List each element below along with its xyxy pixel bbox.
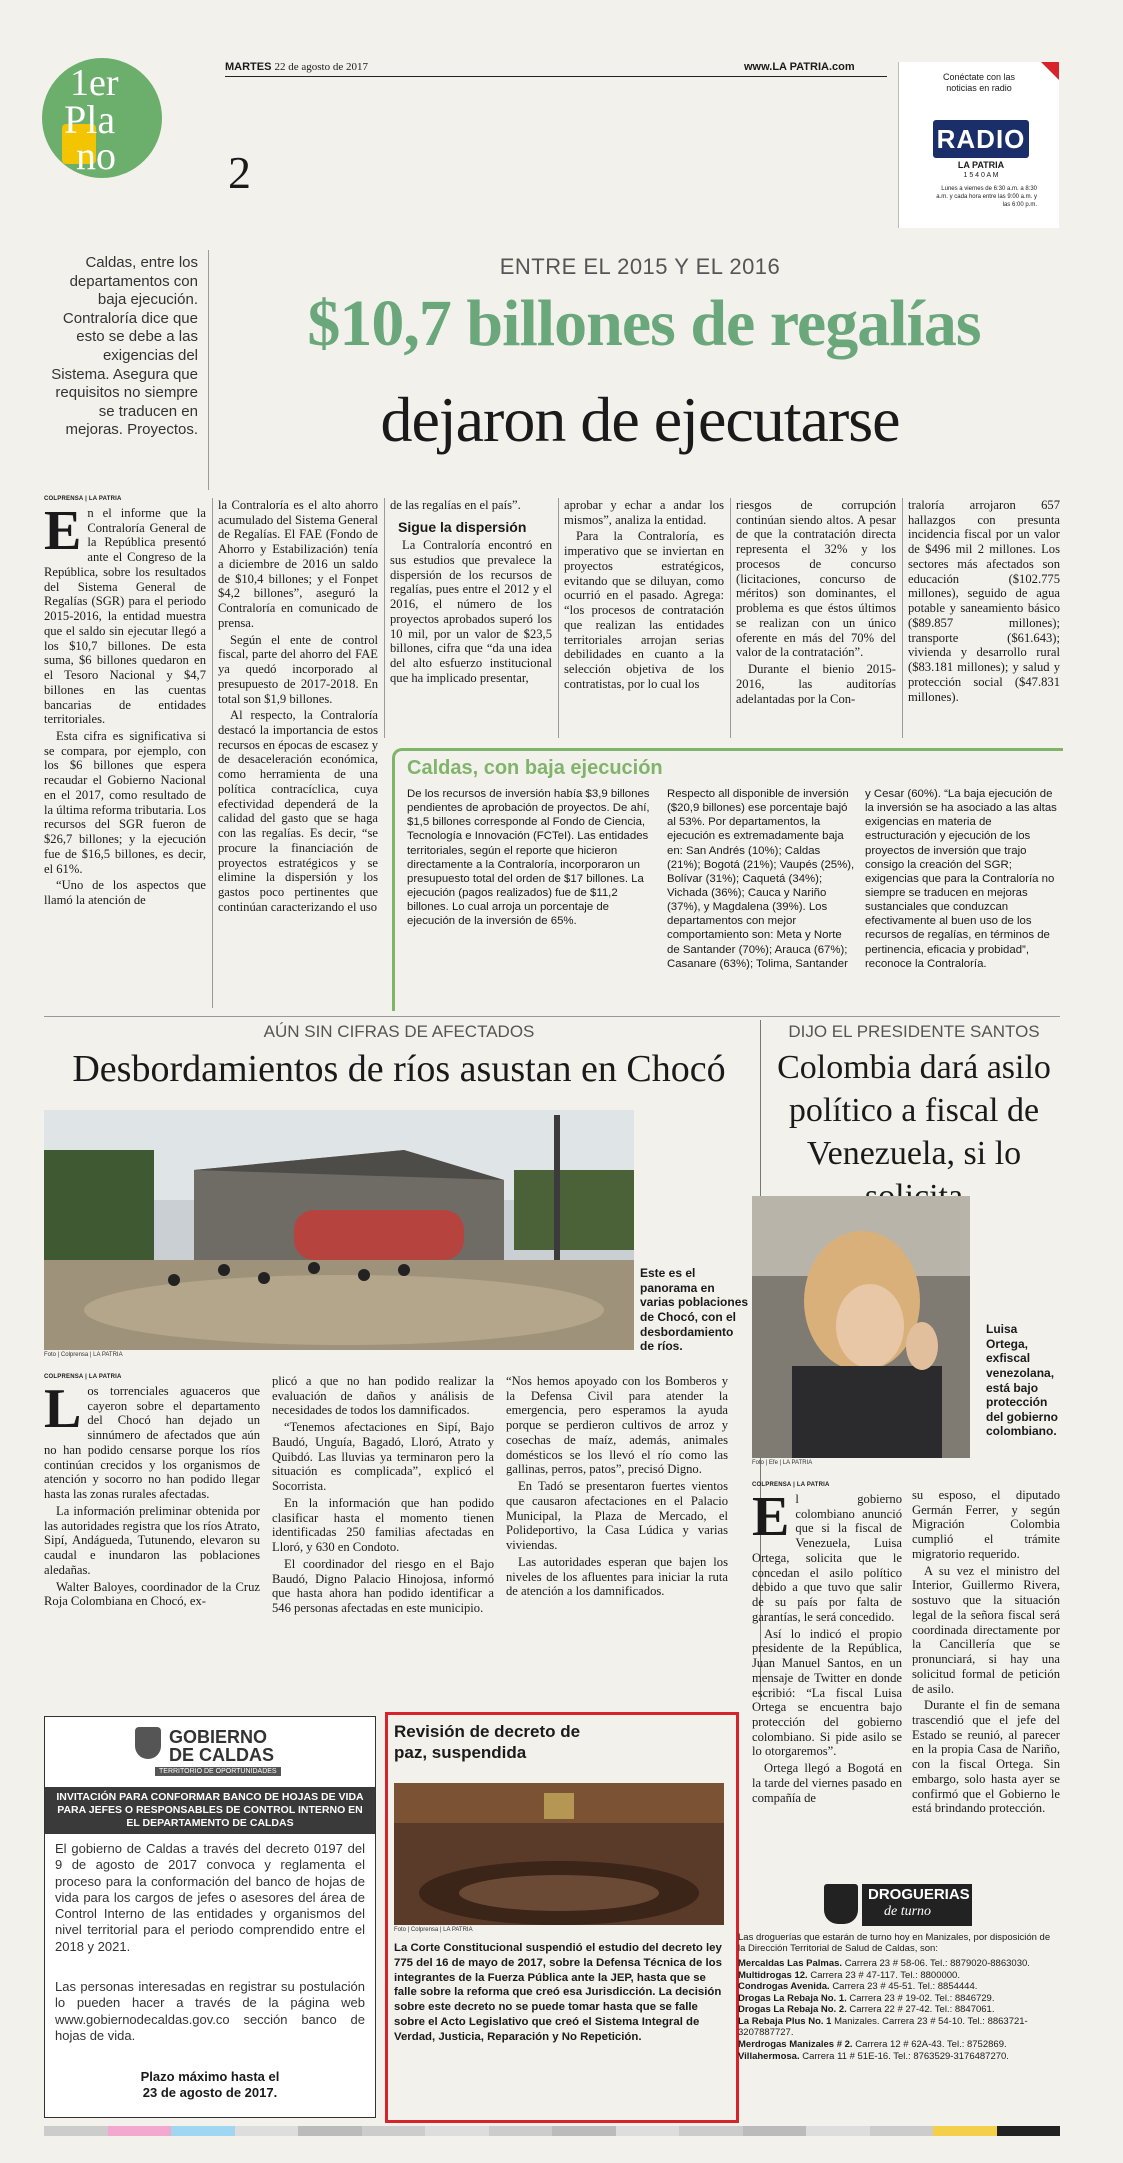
list-item: Drogas La Rebaja No. 1. Carrera 23 # 19-02. Tel.: 8846729. (738, 1992, 995, 2004)
venezuela-byline: COLPRENSA | LA PATRIA (752, 1482, 830, 1488)
choco-dropcap: L (44, 1378, 82, 1440)
lead-col4-p2: Para la Contraloría, es imperativo que se inviertan en proyectos estratégicos, evitando que se diluyan, como ocurrió en el pasado. Agrega: “los procesos de contratación que realizan las entidades territoriales arrojan serias debilidades en cuanto a la selección objetiva de los contratistas, por lo cual los (564, 529, 724, 691)
masthead-date (225, 61, 368, 73)
col-divider (730, 498, 731, 738)
choco-col1-p1: os torrenciales aguaceros que cayeron sobre el departamento del Chocó han dejado un sinnúmero de afectados que aún no han podido censarse porque los ríos continúan crecidos y los organismos de atención y socorro no han podido llegar hasta las zonas rurales afectadas. (44, 1384, 260, 1502)
gobierno-brand-line-1: GOBIERNO (169, 1727, 268, 1747)
venezuela-col-1 (752, 1486, 902, 1807)
lead-col3-subhead: Sigue la dispersión (398, 518, 527, 535)
venezuela-dropcap: E (752, 1486, 790, 1548)
choco-headline: Desbordamientos de ríos asustan en Chocó (72, 1048, 726, 1090)
radio-ad[interactable] (898, 62, 1059, 228)
radio-ad-tagline: Conéctate con las noticias en radio (942, 72, 1016, 93)
lead-summary-divider (208, 250, 209, 490)
masthead-rule (225, 76, 887, 77)
caldas-box-title: Caldas, con baja ejecución (407, 757, 663, 779)
venezuela-col1-p2: Así lo indicó el propio presidente de la República, Juan Manuel Santos, en un mensaje de Twitter en donde escribió: “La fiscal Luisa Ortega se encuentra bajo protección del gobierno colombiano. Si pide asilo se lo otorgaremos”. (752, 1626, 902, 1759)
lead-col1-p3: “Uno de los aspectos que llamó la atención de (44, 878, 206, 908)
lead-col3-intro: de las regalías en el país”. (390, 498, 521, 512)
droguerias-title-1: DROGUERIAS (868, 1886, 970, 1903)
masthead-website[interactable]: www.LA PATRIA.com (744, 61, 855, 73)
lead-col1-p1: n el informe que la Contraloría General de la República presentó ante el Congreso de la República, sobre los resultados del Sistema General de Regalías (SGR) para el periodo 2015-2016, la entidad muestra que el saldo sin ejecutar llegó a los $10,7 billones. De esta suma, $6 billones quedaron en el Tesoro Nacional y $4,7 billones en las cuentas bancarias de entidades territoriales. (44, 506, 206, 727)
col-divider (212, 498, 213, 1008)
lead-col1-p2: Esta cifra es significativa si se compara, por ejemplo, con los $6 billones que espera recaudar el Gobierno Nacional en el 2017, como resultado de la última reforma tributaria. Los recursos del SGR fueron de $26,7 billones; y la ejecución fue de $16,5 billones, es decir, el 61%. (44, 729, 206, 876)
lead-dropcap: E (44, 500, 82, 562)
lead-col-2 (218, 498, 378, 917)
lead-col-5 (736, 498, 896, 708)
choco-col3-p2: En Tadó se presentaron fuertes vientos que causaron afectaciones en el Palacio Municipal, la Plaza de Mercado, el Polideportivo, la Casa Lúdica y varias viviendas. (506, 1479, 728, 1553)
radio-ad-schedule: Lunes a viernes de 6:30 a.m. a 8:30 a.m. y cada hora entre las 9:00 a.m. y las 6:00 p.m. (936, 186, 1037, 208)
radio-ad-corner (1041, 62, 1059, 80)
lead-col2-p1: la Contraloría es el alto ahorro acumulado del Sistema General de Regalías. El FAE (Fondo de Ahorro y Estabilización) tenía a diciembre de 2016 un saldo de $10,4 billones; y el Fonpet $4,2 billones”, aseguró la Contraloría en comunicado de prensa. (218, 498, 378, 630)
lead-summary: Caldas, entre los departamentos con baja ejecución. Contraloría dice que esto se debe a las exigencias del Sistema. Asegura que requisitos no siempre se traducen en mejoras. Proyectos. (51, 254, 198, 439)
gobierno-body-1: El gobierno de Caldas a través del decreto 0197 del 9 de agosto de 2017 convoca y reglamenta el proceso para la conformación del banco de hojas de vida para los cargos de jefes o asesores del área de Control Interno de las entidades y organismos del nivel territorial para el periodo comprendido entre el 2018 y 2021. (55, 1841, 365, 1954)
choco-col2-p1: plicó a que no han podido realizar la evaluación de daños y análisis de necesidades de todos los damnificados. (272, 1374, 494, 1418)
venezuela-col-2 (912, 1488, 1060, 1818)
print-color-bar (44, 2126, 1060, 2136)
lead-col3-p1: La Contraloría encontró en sus estudios que prevalece la dispersión de los recursos de regalías, pues entre el 2012 y el 2016, el número de los proyectos aprobados superó los 10 mil, por un valor de $23,5 billones, cifra que “da una idea del alto esfuerzo institucional que ha implicado presentar, (390, 538, 552, 685)
choco-col2-p2: “Tenemos afectaciones en Sipí, Bajo Baudó, Unguía, Bagadó, Lloró, Atrato y Quibdó. Las lluvias ya terminaron pero la situación es complicada”, explicó el Socorrista. (272, 1420, 494, 1494)
section-badge-line-1: 1er (70, 62, 119, 104)
lead-col5-p2: Durante el bienio 2015-2016, las auditorías adelantadas por la Con- (736, 662, 896, 706)
lead-col2-p2: Según el ente de control fiscal, parte del ahorro del FAE ya quedó incorporado al presupuesto de 2017-2018. En total son $1,9 billones. (218, 632, 378, 706)
list-item: La Rebaja Plus No. 1 Manizales. Carrera 23 # 54-10. Tel.: 8863721-3207887727. (738, 2015, 1028, 2039)
droguerias-intro: Las droguerías que estarán de turno hoy en Manizales, por disposición de la Dirección Territorial de Salud de Caldas, son: (738, 1932, 1051, 1955)
crest-icon (135, 1727, 161, 1759)
choco-photo-caption: Este es el panorama en varias poblaciones de Chocó, con el desbordamiento de ríos. (640, 1266, 749, 1354)
lead-col6-p1: traloría arrojaron 657 hallazgos con presunta incidencia fiscal por un valor de $496 mil 2 millones. Los sectores más afectados son educación ($102.775 millones), seguido de agua potable y saneamiento básico ($89.857 millones); transporte ($61.643); vivienda y desarrollo rural ($83.181 millones); y salud y protección social ($47.831 millones). (908, 498, 1060, 704)
col-divider (558, 498, 559, 738)
lead-col-1 (44, 500, 206, 910)
venezuela-col2-p3: Durante el fin de semana trascendió que el jefe del Estado se reunió, al parecer en la propia Casa de Nariño, con la fiscal Ortega. Sin embargo, solo hasta ayer se confirmó que el Gobierno le está brindando protección. (912, 1698, 1060, 1816)
col-divider (902, 498, 903, 738)
gobierno-deadline-2: 23 de agosto de 2017. (142, 2085, 278, 2100)
lead-col-3 (390, 498, 552, 687)
list-item: Condrogas Avenida. Carrera 23 # 45-51. Tel.: 8854444. (738, 1981, 978, 1993)
choco-col-2 (272, 1374, 494, 1618)
court-photo (394, 1783, 724, 1925)
list-item: Villahermosa. Carrera 11 # 51E-16. Tel.: 8763529-3176487270. (738, 2050, 1009, 2062)
droguerias-list (738, 1958, 1060, 2062)
gobierno-brand-line-2: DE CALDAS (169, 1745, 275, 1765)
radio-logo-text: RADIO (936, 124, 1026, 154)
list-item: Mercaldas Las Palmas. Carrera 23 # 58-06. Tel.: 8879020-8863030. (738, 1958, 1030, 1969)
decreto-photo (394, 1783, 724, 1925)
caldas-box-col-2: Respecto all disponible de inversión ($20,9 billones) ese porcentaje bajó al 53%. Por departamentos, la ejecución es extremadamente baja en: San Andrés (10%); Caldas (21%); Bogotá (21%); Vaupés (25%), Bolívar (31%); Caquetá (34%); Vichada (36%); Cauca y Nariño (37%), y Magdalena (39%). Los departamentos con mejor comportamiento son: Meta y Norte de Santander (70%); Arauca (67%); Casanare (63%); Tolima, Santander (667, 788, 855, 970)
lead-col2-p3: Al respecto, la Contraloría destacó la importancia de estos recursos en épocas de escasez y de desaceleración económica, como herramienta de una política contracíclica, cuya efectividad dependerá de la calidad del gasto que se haga con las regalías. Es decir, “se procure la financiación de proyectos estratégicos y se elimine la dispersión y los gastos poco pertinentes que continúan caracterizando el uso (218, 708, 378, 914)
lead-kicker: ENTRE EL 2015 Y EL 2016 (499, 254, 781, 279)
section-badge-line-3: no (76, 133, 116, 178)
lead-col-4 (564, 498, 724, 694)
decreto-body: La Corte Constitucional suspendió el estudio del decreto ley 775 del 16 de mayo de 2017, sobre la Defensa Técnica de los integrantes de la Fuerza Pública ante la JEP, hasta que se falle sobre la reforma que creó esa Jurisdicción. La decisión sobre este decreto no se puede tomar hasta que se falle sobre el Acto Legislativo que creó el Sistema Integral de Verdad, Justicia, Reparación y No Repetición. (394, 1942, 722, 2043)
lead-col4-p1: aprobar y echar a andar los mismos”, analiza la entidad. (564, 498, 724, 527)
decreto-box[interactable] (385, 1712, 739, 2123)
choco-col2-p3: En la información que han podido clasificar hasta el momento tienen identificadas 250 familias afectadas en Lloró, y 630 en Condoto. (272, 1495, 494, 1555)
gobierno-ad[interactable] (44, 1716, 376, 2118)
choco-col1-p3: Walter Baloyes, coordinador de la Cruz Roja Colombiana en Chocó, ex- (44, 1579, 260, 1609)
masthead-date-rest: 22 de agosto de 2017 (274, 61, 368, 73)
list-item: Multidrogas 12. Carrera 23 # 47-117. Tel.: 8800000. (738, 1969, 960, 1981)
flood-photo (44, 1110, 634, 1350)
choco-col-1 (44, 1378, 260, 1611)
list-item: Drogas La Rebaja No. 2. Carrera 22 # 27-42. Tel.: 8847061. (738, 2004, 995, 2016)
venezuela-photo (752, 1196, 970, 1458)
lead-headline-1: $10,7 billones de regalías (307, 287, 981, 360)
col-divider (384, 498, 385, 738)
choco-kicker: AÚN SIN CIFRAS DE AFECTADOS (263, 1022, 535, 1041)
decreto-photo-credit: Foto | Colprensa | LA PATRIA (394, 1927, 473, 1933)
choco-byline: COLPRENSA | LA PATRIA (44, 1374, 122, 1380)
lead-byline: COLPRENSA | LA PATRIA (44, 496, 122, 502)
section-divider (44, 1016, 1060, 1017)
venezuela-col1-p3: Ortega llegó a Bogotá en la tarde del viernes pasado en compañía de (752, 1761, 902, 1805)
venezuela-col2-p2: A su vez el ministro del Interior, Guillermo Rivera, sostuvo que la situación legal de la señora fiscal será coordinada directamente por la Cancillería que se pronunciará, si hay una solicitud formal de petición de asilo. (912, 1563, 1060, 1696)
caldas-box (392, 748, 1063, 1011)
lead-col5-p1: riesgos de corrupción continúan siendo altos. A pesar de que la contratación directa representa el 32% y los procesos de concurso (licitaciones, concurso de méritos) son dominantes, el problema es que éstos últimos se realizan con un único oferente en más del 70% del valor de la contratación”. (736, 498, 896, 660)
gobierno-banner: INVITACIÓN PARA CONFORMAR BANCO DE HOJAS DE VIDA PARA JEFES O RESPONSABLES DE CONTROL INTERNO EN EL DEPARTAMENTO DE CALDAS (45, 1787, 375, 1834)
section-badge-line-2: Pla (64, 97, 116, 142)
lead-col-6 (908, 498, 1060, 706)
page-number: 2 (228, 147, 251, 198)
lead-headline-2: dejaron de ejecutarse (380, 384, 900, 455)
choco-col3-p1: “Nos hemos apoyado con los Bomberos y la Defensa Civil para atender la emergencia, pero esperamos la ayuda porque se perdieron cultivos de arroz y cosechas de maíz, además, animales domésticos se los llevó el río como las gallinas, perros, patos”, precisó Digno. (506, 1374, 728, 1477)
choco-col3-p3: Las autoridades esperan que bajen los niveles de los afluentes para iniciar la ruta de atención a los damnificados. (506, 1554, 728, 1599)
gobierno-deadline-1: Plazo máximo hasta el (140, 2069, 280, 2084)
droguerias-title-box (862, 1884, 972, 1926)
section-badge (42, 58, 162, 178)
choco-col1-p2: La información preliminar obtenida por las autoridades registra que los ríos Atrato, Sipí, Andágueda, Tutunendo, elevaron su caudal e inundaron las poblaciones aledañas. (44, 1503, 260, 1577)
droguerias-ad[interactable] (738, 1880, 1060, 2116)
gobierno-body-2: Las personas interesadas en registrar su postulación lo pueden hacer a través de la página web www.gobiernodecaldas.gov.co sección banco de hojas de vida. (55, 1979, 365, 2043)
choco-photo (44, 1110, 634, 1350)
radio-ad-logo (933, 120, 1029, 158)
venezuela-kicker: DIJO EL PRESIDENTE SANTOS (788, 1022, 1040, 1041)
portrait-photo (752, 1196, 970, 1458)
gobierno-brand-sub: TERRITORIO DE OPORTUNIDADES (155, 1767, 281, 1776)
choco-photo-credit: Foto | Colprensa | LA PATRIA (44, 1352, 123, 1358)
droguerias-title-2: de turno (884, 1904, 932, 1919)
radio-ad-frequency: 1 5 4 0 A M (963, 172, 999, 179)
radio-ad-brand: LA PATRIA (957, 160, 1005, 170)
mortar-icon (824, 1884, 858, 1924)
choco-col-3 (506, 1374, 728, 1601)
decreto-headline: Revisión de decreto de paz, suspendida (394, 1722, 581, 1763)
caldas-box-col-1: De los recursos de inversión había $3,9 billones pendientes de aprobación de proyectos. De ahí, $1,5 billones corresponde al Fondo de Ciencia, Tecnología e Innovación (FCTeI). Las entidades territoriales, según el reporte que hicieron directamente a la Contraloría, incorporaron un presupuesto total del orden de $17 billones. La ejecución (pagos realizados) fue de $11,2 billones. Lo cual arroja un porcentaje de ejecución de la inversión de 65%. (407, 788, 650, 928)
venezuela-photo-caption: Luisa Ortega, exfiscal venezolana, está bajo protección del gobierno colombiano. (986, 1322, 1058, 1439)
list-item: Merdrogas Manizales # 2. Carrera 12 # 62A-43. Tel.: 8752869. (738, 2039, 1007, 2051)
choco-col2-p4: El coordinador del riesgo en el Bajo Baudó, Digno Palacio Hinojosa, informó que hasta ahora han podido identificar a 546 personas afectadas en este municipio. (272, 1556, 494, 1616)
venezuela-photo-credit: Foto | Efe | LA PATRIA (752, 1460, 813, 1466)
masthead-day: MARTES (225, 61, 272, 73)
venezuela-headline: Colombia dará asilo político a fiscal de Venezuela, si lo (777, 1049, 1051, 1172)
venezuela-col2-p1: su esposo, el diputado Germán Ferrer, y según Migración Colombia cumplió el trámite migratorio requerido. (912, 1488, 1060, 1561)
caldas-box-col-3: y Cesar (60%). “La baja ejecución de la inversión se ha asociado a las altas exigencias en materia de estructuración y ejecución de los proyectos de inversión que trajo consigo la creación del SGR; exigencias que para la Contraloría no siempre se traducen en mejoras sustanciales que conduzcan efectivamente al buen uso de los recursos de regalías, en términos de pertinencia, eficacia y probidad”, reconoce la Contraloría. (865, 788, 1057, 970)
venezuela-col1-p1: l gobierno colombiano anunció que si la fiscal de Venezuela, Luisa Ortega, solicita que le concedan el asilo político debido a que tuvo que salir de su país por falta de garantías, le será concedido. (752, 1492, 902, 1624)
